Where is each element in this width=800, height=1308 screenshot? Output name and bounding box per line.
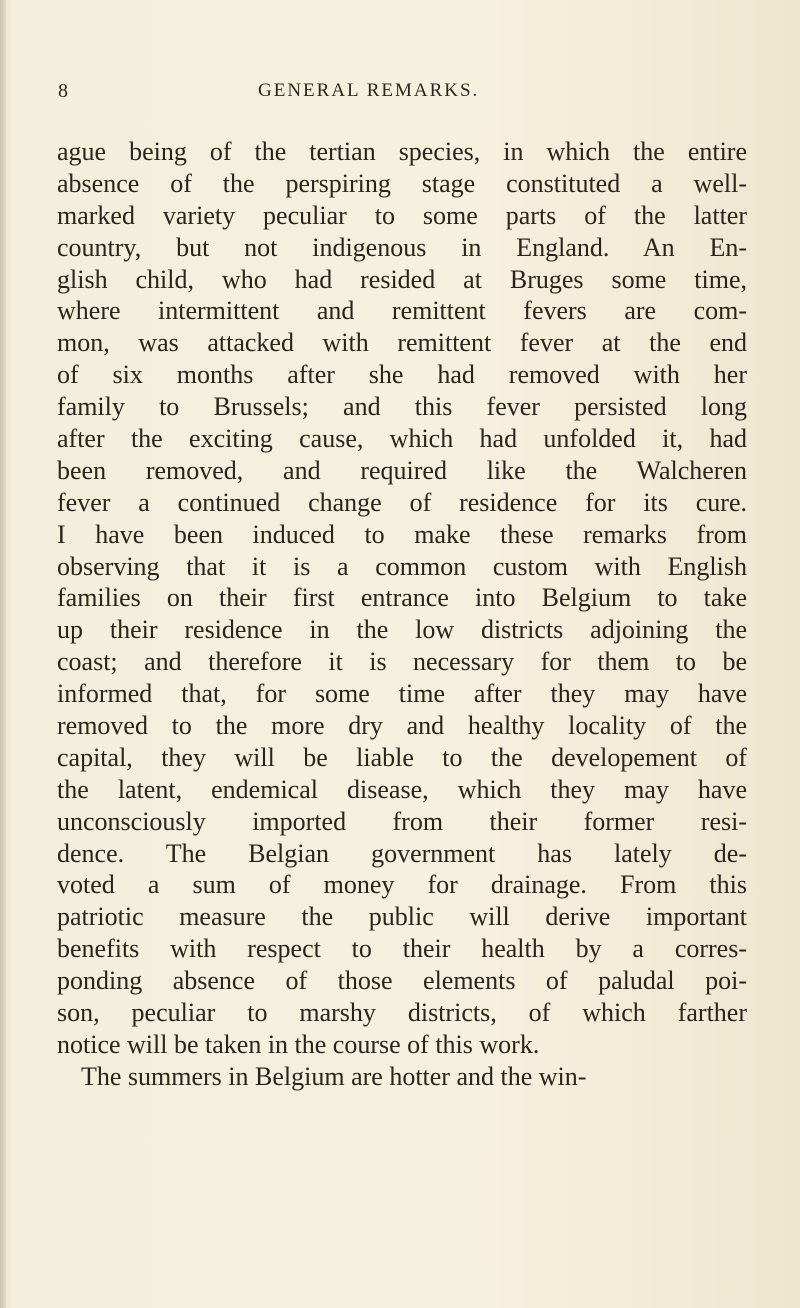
text-line: benefits with respect to their health by a corres- <box>57 934 747 964</box>
text-line: observing that it is a common custom with English <box>57 551 747 581</box>
text-line: voted a sum of money for drainage. From this <box>57 870 747 900</box>
text-line: been removed, and required like the Walcheren <box>57 455 747 485</box>
text-line: dence. The Belgian government has lately de- <box>57 838 747 868</box>
text-line: patriotic measure the public will derive important <box>57 902 747 932</box>
text-line: of six months after she had removed with her <box>57 360 747 390</box>
text-line: I have been induced to make these remarks from <box>57 519 747 549</box>
body-text <box>57 136 747 1093</box>
text-line: The summers in Belgium are hotter and the win- <box>81 1061 587 1091</box>
text-line: notice will be taken in the course of this work. <box>57 1029 540 1059</box>
text-line: mon, was attacked with remittent fever at the end <box>57 328 747 358</box>
text-line: unconsciously imported from their former resi- <box>57 806 747 836</box>
text-line: country, but not indigenous in England. An En- <box>57 232 747 262</box>
text-line: ague being of the tertian species, in which the entire <box>57 137 747 166</box>
text-line: son, peculiar to marshy districts, of which farther <box>57 998 747 1028</box>
text-line: coast; and therefore it is necessary for them to be <box>57 647 747 677</box>
text-line: family to Brussels; and this fever persisted long <box>57 392 747 422</box>
text-line: up their residence in the low districts adjoining the <box>57 615 747 645</box>
text-line: informed that, for some time after they may have <box>57 679 747 709</box>
text-line: after the exciting cause, which had unfolded it, had <box>57 424 747 454</box>
text-line: families on their first entrance into Belgium to take <box>57 583 747 613</box>
text-line: fever a continued change of residence for its cure. <box>57 487 747 517</box>
text-line: capital, they will be liable to the developement of <box>57 742 747 772</box>
text-line: marked variety peculiar to some parts of the latter <box>57 200 747 230</box>
text-line: ponding absence of those elements of paludal poi- <box>57 966 747 996</box>
text-line: where intermittent and remittent fevers are com- <box>57 296 747 326</box>
text-line: absence of the perspiring stage constituted a well- <box>57 168 747 198</box>
page-header <box>58 80 738 116</box>
text-line: the latent, endemical disease, which they may have <box>57 774 747 804</box>
page-number: 8 <box>58 80 69 102</box>
running-head: GENERAL REMARKS. <box>258 80 480 101</box>
text-line: glish child, who had resided at Bruges some time, <box>57 264 747 294</box>
text-line: removed to the more dry and healthy locality of the <box>57 711 747 741</box>
